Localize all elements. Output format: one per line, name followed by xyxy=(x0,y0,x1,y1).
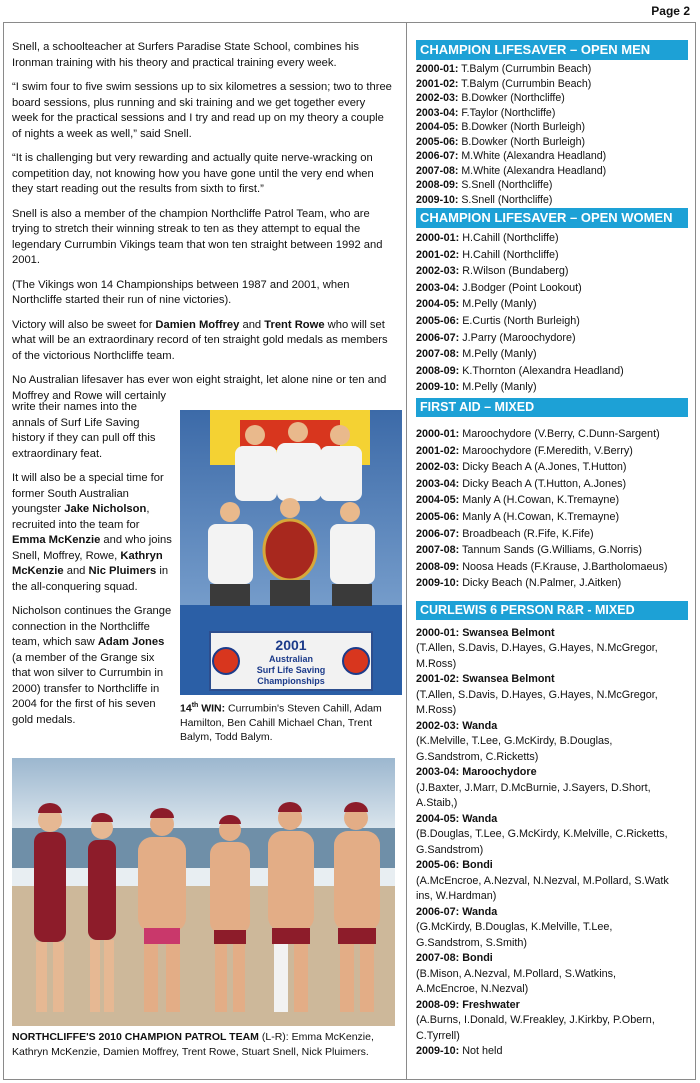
article-paragraph: Snell, a schoolteacher at Surfers Paradise State School, combines his Ironman training with his theory and practical training every week. xyxy=(12,41,359,69)
section-header-open-women: CHAMPION LIFESAVER – OPEN WOMEN xyxy=(416,208,688,228)
list-item: 2006-07: J.Parry (Maroochydore) xyxy=(416,331,576,344)
list-item: 2004-05: B.Dowker (North Burleigh) xyxy=(416,121,585,133)
list-item: 2000-01: T.Balym (Currumbin Beach) xyxy=(416,63,592,75)
list-item: 2004-05: M.Pelly (Manly) xyxy=(416,298,537,311)
article-paragraph: “It is challenging but very rewarding and actually quite nerve-wracking on competition day, not knowing how you have gone until the very end when they start reading out the results from sixth to first.” xyxy=(12,152,374,195)
article-paragraph: No Australian lifesaver has ever won eight straight, let alone nine or ten and Moffrey and Rowe will certainly xyxy=(12,374,387,402)
list-item: 2006-07: Wanda (G.McKirdy, B.Douglas, K.Melville, T.Lee, G.Sandstrom, S.Smith) xyxy=(416,905,613,949)
page-label: Page 2 xyxy=(651,4,690,18)
list-item: 2008-09: Freshwater (A.Burns, I.Donald, W.Freakley, J.Kirkby, P.Obern, C.Tyrrell) xyxy=(416,998,655,1042)
list-item: 2008-09: S.Snell (Northcliffe) xyxy=(416,179,553,191)
list-item: 2008-09: Noosa Heads (F.Krause, J.Bartholomaeus) xyxy=(416,560,668,573)
team-photo-2010 xyxy=(12,758,395,1026)
list-item: 2009-10: M.Pelly (Manly) xyxy=(416,381,537,394)
open-women-list xyxy=(416,230,688,396)
list-item: 2009-10: Not held xyxy=(416,1045,503,1058)
list-item: 2000-01: H.Cahill (Northcliffe) xyxy=(416,232,559,244)
list-item: 2001-02: Swansea Belmont (T.Allen, S.Davis, D.Hayes, G.Hayes, N.McGregor, M.Ross) xyxy=(416,673,658,717)
list-item: 2008-09: K.Thornton (Alexandra Headland) xyxy=(416,364,624,377)
list-item: 2001-02: H.Cahill (Northcliffe) xyxy=(416,248,559,261)
list-item: 2009-10: S.Snell (Northcliffe) xyxy=(416,193,553,206)
curlewis-list xyxy=(416,626,688,1045)
list-item: 2007-08: Bondi (B.Mison, A.Nezval, M.Pollard, S.Watkins, A.McEncroe, N.Nezval) xyxy=(416,952,617,996)
list-item: 2009-10: Dicky Beach (N.Palmer, J.Aitken) xyxy=(416,577,622,590)
list-item: 2005-06: E.Curtis (North Burleigh) xyxy=(416,314,580,327)
photo-caption-2001: 14th WIN: Currumbin's Steven Cahill, Adam Hamilton, Ben Cahill Michael Chan, Trent Balym, Todd Balym. xyxy=(180,702,382,743)
banner-year: 2001 xyxy=(275,637,307,653)
section-header-first-aid: FIRST AID – MIXED xyxy=(416,398,688,417)
list-item: 2004-05: Manly A (H.Cowan, K.Tremayne) xyxy=(416,494,620,507)
section-header-curlewis: CURLEWIS 6 PERSON R&R - MIXED xyxy=(416,601,688,620)
list-item: 2005-06: B.Dowker (North Burleigh) xyxy=(416,135,585,148)
list-item: 2000-01: Swansea Belmont (T.Allen, S.Davis, D.Hayes, G.Hayes, N.McGregor, M.Ross) xyxy=(416,626,658,670)
column-divider xyxy=(406,22,407,1080)
photo-caption-2010: NORTHCLIFFE'S 2010 CHAMPION PATROL TEAM (L-R): Emma McKenzie, Kathryn McKenzie, Damien Moffrey, Trent Rowe, Stuart Snell, Nick Pluimers. xyxy=(12,1031,374,1058)
section-header-open-men: CHAMPION LIFESAVER – OPEN MEN xyxy=(416,40,688,60)
article-paragraph: Victory will also be sweet for Damien Moffrey and Trent Rowe who will set what will be an extraordinary record of ten straight gold medals as members of the victorious Northcliffe team. xyxy=(12,318,388,362)
list-item: 2001-02: T.Balym (Currumbin Beach) xyxy=(416,77,592,90)
list-item: 2003-04: F.Taylor (Northcliffe) xyxy=(416,106,556,119)
list-item: 2003-04: J.Bodger (Point Lookout) xyxy=(416,281,582,294)
article-paragraph: Snell is also a member of the champion Northcliffe Patrol Team, who are trying to stretch their winning streak to ten as they attempt to equal the legendary Currumbin Vikings team that won ten straight between 1992 and 2001. xyxy=(12,207,383,266)
list-item: 2002-03: Wanda (K.Melville, T.Lee, G.McKirdy, B.Douglas, G.Sandstrom, C.Ricketts) xyxy=(416,719,613,763)
open-men-list xyxy=(416,62,688,207)
results-column xyxy=(416,40,688,1060)
article-paragraph: write their names into the annals of Surf Life Saving history if they can pull off this extraordinary feat. xyxy=(12,401,156,460)
list-item: 2003-04: Maroochydore (J.Baxter, J.Marr, D.McBurnie, J.Sayers, D.Short, A.Staib,) xyxy=(416,766,651,810)
list-item: 2005-06: Manly A (H.Cowan, K.Tremayne) xyxy=(416,510,620,523)
first-aid-list xyxy=(416,426,688,592)
list-item: 2000-01: Maroochydore (V.Berry, C.Dunn-Sargent) xyxy=(416,427,660,440)
list-item: 2006-07: Broadbeach (R.Fife, K.Fife) xyxy=(416,527,594,540)
list-item: 2002-03: Dicky Beach A (A.Jones, T.Hutton) xyxy=(416,461,627,474)
list-item: 2001-02: Maroochydore (F.Meredith, V.Berry) xyxy=(416,444,633,457)
article-paragraph: Nicholson continues the Grange connection in the Northcliffe team, which saw Adam Jones (a member of the Grange six that won silver to Currumbin in 2000) transfer to Northcliffe in 2004 for the first of his seven gold medals. xyxy=(12,605,172,726)
list-item: 2007-08: M.White (Alexandra Headland) xyxy=(416,164,607,177)
list-item: 2003-04: Dicky Beach A (T.Hutton, A.Jones) xyxy=(416,477,627,490)
list-item: 2007-08: Tannum Sands (G.Williams, G.Norris) xyxy=(416,544,643,557)
list-item: 2004-05: Wanda (B.Douglas, T.Lee, G.McKirdy, K.Melville, C.Ricketts, G.Sandstrom) xyxy=(416,812,668,856)
banner-line: Australian xyxy=(268,654,314,664)
list-item: 2007-08: M.Pelly (Manly) xyxy=(416,348,537,361)
list-item: 2002-03: B.Dowker (Northcliffe) xyxy=(416,92,565,104)
list-item: 2002-03: R.Wilson (Bundaberg) xyxy=(416,265,569,278)
article-paragraph: It will also be a special time for former South Australian youngster Jake Nicholson, recruited into the team for Emma McKenzie and who joins Snell, Moffrey, Rowe, Kathryn McKenzie and Nic Pluimers in the all-conquering squad. xyxy=(12,472,172,593)
article-paragraph: “I swim four to five swim sessions up to six kilometres a session; two to three board sessions, plus running and ski training and we get together every week for the practical sessions and I try and read up on my theory a couple of nights a week as well,” said Snell. xyxy=(12,81,392,140)
article-column xyxy=(12,40,392,404)
banner-line: Surf Life Saving xyxy=(256,665,326,675)
list-item: 2006-07: M.White (Alexandra Headland) xyxy=(416,150,607,162)
team-photo-2001 xyxy=(180,410,402,695)
list-item: 2005-06: Bondi (A.McEncroe, A.Nezval, N.Nezval, M.Pollard, S.Watk ins, W.Hardman) xyxy=(416,859,669,903)
article-paragraph: (The Vikings won 14 Championships between 1987 and 2001, when Northcliffe started their run of nine victories). xyxy=(12,278,350,306)
banner-line: Championships xyxy=(257,676,325,686)
